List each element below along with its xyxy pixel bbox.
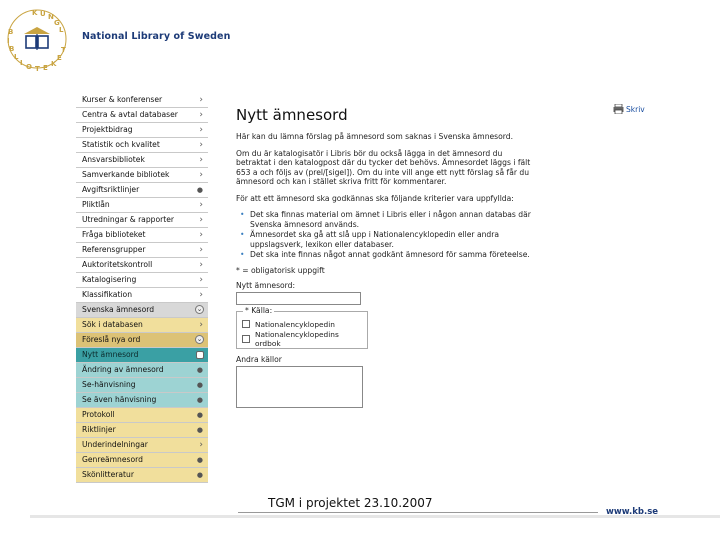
- criteria-intro: För att ett ämnesord ska godkännas ska följande kriterier vara uppfyllda:: [236, 193, 514, 203]
- printer-icon: [613, 104, 624, 114]
- sidebar-item-label: Centra & avtal databaser: [82, 110, 178, 119]
- sidebar-item-label: Genreämnesord: [82, 455, 143, 464]
- sidebar-item-label: Sök i databasen: [82, 320, 143, 329]
- sidebar-item-label: Nytt ämnesord: [82, 350, 139, 359]
- sources-fieldset: [236, 305, 368, 349]
- sidebar-item[interactable]: [76, 138, 208, 153]
- chevron-right-icon: ›: [199, 275, 203, 285]
- chevron-right-icon: ›: [199, 440, 203, 450]
- sidebar-item-label: Samverkande bibliotek: [82, 170, 170, 179]
- sidebar-item[interactable]: [76, 333, 208, 348]
- list-item: • Det ska inte finnas något annat godkänt ämnesord för samma företeelse.: [250, 250, 536, 260]
- chevron-right-icon: ›: [199, 110, 203, 120]
- sidebar-item-label: Fråga biblioteket: [82, 230, 146, 239]
- bullet-icon: ●: [196, 366, 203, 374]
- sidebar-item-label: Katalogisering: [82, 275, 137, 284]
- sidebar-item[interactable]: [76, 168, 208, 183]
- sidebar-item[interactable]: [76, 228, 208, 243]
- sidebar-item-label: Projektbidrag: [82, 125, 133, 134]
- chevron-right-icon: ›: [199, 170, 203, 180]
- sidebar-item-label: Riktlinjer: [82, 425, 116, 434]
- sidebar-item-label: Utredningar & rapporter: [82, 215, 175, 224]
- new-term-input[interactable]: [236, 292, 361, 305]
- main-content: [236, 100, 536, 408]
- new-term-label: Nytt ämnesord:: [236, 280, 296, 290]
- checkbox[interactable]: [242, 320, 250, 328]
- chevron-right-icon: ›: [199, 260, 203, 270]
- chevron-right-icon: ›: [199, 140, 203, 150]
- sidebar-item[interactable]: [76, 318, 208, 333]
- sidebar-item[interactable]: [76, 183, 208, 198]
- sidebar-item[interactable]: [76, 123, 208, 138]
- sidebar-item-label: Se även hänvisning: [82, 395, 157, 404]
- site-url[interactable]: www.kb.se: [606, 507, 659, 517]
- org-name: National Library of Sweden: [82, 31, 231, 42]
- sidebar-item[interactable]: [76, 303, 208, 318]
- sidebar-item-label: Protokoll: [82, 410, 115, 419]
- sidebar-item-label: Kurser & konferenser: [82, 95, 163, 104]
- sidebar-item[interactable]: [76, 258, 208, 273]
- sidebar-item[interactable]: [76, 438, 208, 453]
- required-note: * = obligatorisk uppgift: [236, 265, 325, 275]
- sidebar-item[interactable]: [76, 408, 208, 423]
- print-link[interactable]: [613, 104, 645, 114]
- sidebar-item-label: Referensgrupper: [82, 245, 146, 254]
- svg-text:KUNGL BIBLIOTEKET: K U NGL B IBLI O T E KET: [7, 9, 66, 73]
- other-sources-textarea[interactable]: [236, 366, 363, 408]
- list-item: • Det ska finnas material om ämnet i Libris eller i någon annan databas där Svenska ämnesord används.: [250, 210, 536, 229]
- bullet-icon: ●: [196, 381, 203, 389]
- expand-icon: ⌄: [196, 305, 203, 313]
- bullet-icon: ●: [196, 456, 203, 464]
- criteria-list: [236, 210, 536, 260]
- bullet-icon: ●: [196, 426, 203, 434]
- sidebar-item[interactable]: [76, 288, 208, 303]
- sidebar-item-label: Statistik och kvalitet: [82, 140, 160, 149]
- kb-seal-logo: [2, 4, 72, 74]
- sidebar-item[interactable]: [76, 108, 208, 123]
- sidebar-item-label: Ansvarsbibliotek: [82, 155, 145, 164]
- sidebar-item[interactable]: [76, 453, 208, 468]
- chevron-right-icon: ›: [199, 215, 203, 225]
- bullet-icon: ●: [196, 471, 203, 479]
- other-sources-label: Andra källor: [236, 354, 282, 364]
- sidebar-item[interactable]: [76, 468, 208, 483]
- sources-legend: * Källa:: [245, 305, 273, 315]
- chevron-right-icon: ›: [199, 230, 203, 240]
- sidebar-item-label: Svenska ämnesord: [82, 305, 155, 314]
- sidebar-item-label: Underindelningar: [82, 440, 148, 449]
- chevron-right-icon: ›: [199, 95, 203, 105]
- bullet-icon: ●: [196, 396, 203, 404]
- selected-icon: [196, 351, 204, 359]
- sidebar-item-label: Skönlitteratur: [82, 470, 134, 479]
- sidebar-item-label: Ändring av ämnesord: [82, 365, 164, 374]
- footer-caption: TGM i projektet 23.10.2007: [268, 496, 433, 510]
- print-label: Skriv: [626, 104, 645, 114]
- list-item: • Ämnesordet ska gå att slå upp i Nationalencyklopedin eller andra uppslagsverk, lexikon eller databaser.: [250, 230, 536, 249]
- sidebar-item[interactable]: [76, 348, 208, 363]
- sidebar-item-label: Avgiftsriktlinjer: [82, 185, 140, 194]
- intro-text: Här kan du lämna förslag på ämnesord som saknas i Svenska ämnesord.: [236, 132, 514, 141]
- sidebar-item-label: Pliktlån: [82, 200, 110, 209]
- sidebar-item[interactable]: [76, 93, 208, 108]
- chevron-right-icon: ›: [199, 155, 203, 165]
- sidebar-item[interactable]: [76, 363, 208, 378]
- chevron-right-icon: ›: [199, 200, 203, 210]
- page-title: Nytt ämnesord: [236, 106, 348, 124]
- sidebar-item[interactable]: [76, 243, 208, 258]
- chevron-right-icon: ›: [199, 320, 203, 330]
- footer-divider: [238, 512, 598, 513]
- sidebar-item[interactable]: [76, 213, 208, 228]
- sidebar-item[interactable]: [76, 378, 208, 393]
- source-label: Nationalencyklopedin: [255, 319, 335, 329]
- source-label: Nationalencyklopedins ordbok: [255, 330, 339, 348]
- bullet-icon: ●: [196, 186, 203, 194]
- chevron-right-icon: ›: [199, 290, 203, 300]
- sidebar-item-label: Auktoritetskontroll: [82, 260, 153, 269]
- chevron-right-icon: ›: [199, 125, 203, 135]
- chevron-right-icon: ›: [199, 245, 203, 255]
- sidebar-item[interactable]: [76, 198, 208, 213]
- sidebar-nav: [76, 93, 208, 483]
- sidebar-item-label: Klassifikation: [82, 290, 133, 299]
- sidebar-item[interactable]: [76, 273, 208, 288]
- sidebar-item[interactable]: [76, 153, 208, 168]
- bullet-icon: ●: [196, 411, 203, 419]
- sidebar-item[interactable]: [76, 393, 208, 408]
- source-option-ne-ordbok[interactable]: [242, 330, 362, 348]
- sidebar-item-label: Föreslå nya ord: [82, 335, 141, 344]
- sidebar-item-label: Se-hänvisning: [82, 380, 136, 389]
- sidebar-item[interactable]: [76, 423, 208, 438]
- cataloguer-text: Om du är katalogisatör i Libris bör du också lägga in det ämnesord du betraktat i den katalogpost där du tycker det behövs. Ämnesordet läggs i fält 653 a och följs av (prel/[sigel]). Om du inte vill ange ett nytt förslag så får du ämnesord och kan i stället skriva fritt för kommentarer.: [236, 148, 531, 186]
- source-option-ne[interactable]: [242, 319, 362, 330]
- checkbox[interactable]: [242, 335, 250, 343]
- expand-icon: ⌄: [196, 335, 203, 343]
